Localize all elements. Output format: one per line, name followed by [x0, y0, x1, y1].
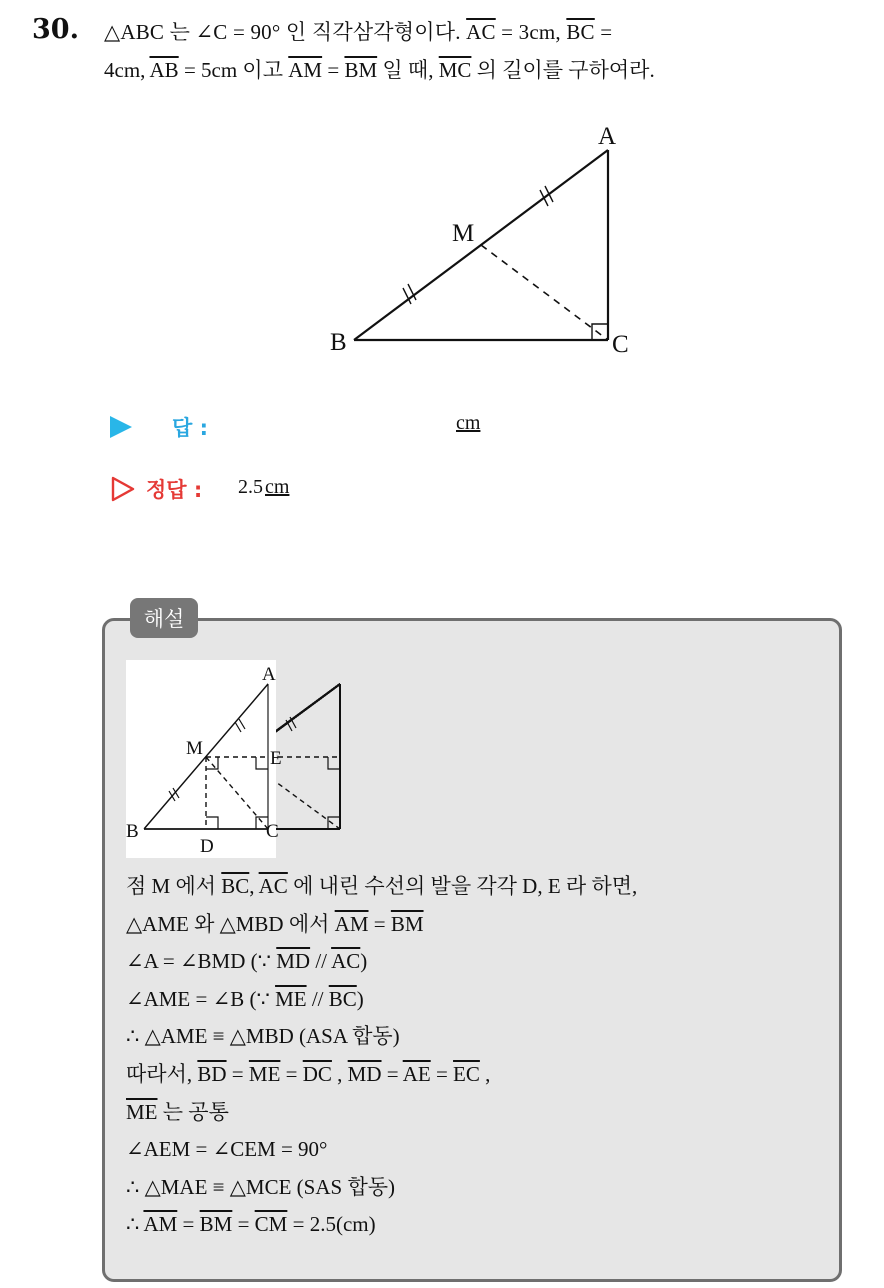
- sol-label-b: B: [126, 821, 139, 842]
- correct-arrow-icon: [110, 476, 136, 502]
- correct-value: 2.5 cm: [238, 476, 290, 498]
- correct-label: 정답 :: [146, 478, 203, 502]
- answer-label: 답 :: [172, 416, 208, 440]
- label-a: A: [598, 123, 617, 150]
- solution-line: ∠AEM = ∠CEM = 90°: [126, 1137, 328, 1162]
- solution-figure-fitted: [126, 660, 282, 858]
- question-text-line-2: 4cm, $\overline{AB} = 5cm$ 이고 $\overline{AM} = \overline{BM}$ 일 때, $\overline{MC}$ 의 길이를 구하여라.: [104, 58, 655, 82]
- solution-line: 점 M 에서 $\overline{BC}$, $\overline{AC}$ 에 내린 수선의 발을 각각 D, E 라 하면,: [126, 874, 638, 898]
- sol-label-e: E: [270, 748, 282, 769]
- question-number: 30.: [32, 14, 79, 45]
- triangle-figure: [320, 110, 640, 370]
- solution-line: 따라서, $\overline{BD} = \overline{ME} = \overline{DC}$ , $\overline{MD} = \overline{AE} = \overline{EC}$ ,: [126, 1061, 491, 1086]
- answer-row: [110, 408, 530, 444]
- solution-line: $\overline{ME}$ 는 공통: [126, 1099, 229, 1124]
- sol-label-d: D: [200, 836, 214, 857]
- correct-answer-row: [110, 472, 530, 508]
- solution-line: ∴ △AME ≡ △MBD (ASA 합동): [126, 1024, 400, 1049]
- label-b: B: [330, 329, 347, 356]
- solution-line: ∠A = ∠BMD (∵ $\overline{MD} // \overline{AC}$): [126, 949, 368, 974]
- sol-label-c: C: [266, 821, 279, 842]
- right-angle-mark-c: [592, 324, 608, 340]
- solution-line: ∴ △MAE ≡ △MCE (SAS 합동): [126, 1174, 396, 1199]
- solution-line: ∴ $\overline{AM} = \overline{BM} = \overline{CM} = 2.5(cm)$: [126, 1212, 376, 1237]
- answer-arrow-icon: [110, 416, 132, 438]
- label-m: M: [452, 220, 475, 247]
- segment-mc: [481, 245, 608, 340]
- sol-label-a: A: [262, 664, 276, 685]
- solution-line: ∠AME = ∠B (∵ $\overline{ME} // \overline{BC}$): [126, 986, 364, 1011]
- solution-line: △AME 와 △MBD 에서 $\overline{AM} = \overline{BM}$: [126, 911, 424, 936]
- question-text-line-1: △ABC 는 ∠C = 90° 인 직각삼각형이다. $\overline{AC} = 3cm$, $\overline{BC}$ =: [104, 20, 613, 44]
- label-c: C: [612, 331, 629, 358]
- solution-tag: 해설: [130, 598, 198, 638]
- solution-text: [126, 868, 637, 1244]
- sol-label-m: M: [186, 738, 203, 759]
- answer-unit: cm: [456, 412, 481, 434]
